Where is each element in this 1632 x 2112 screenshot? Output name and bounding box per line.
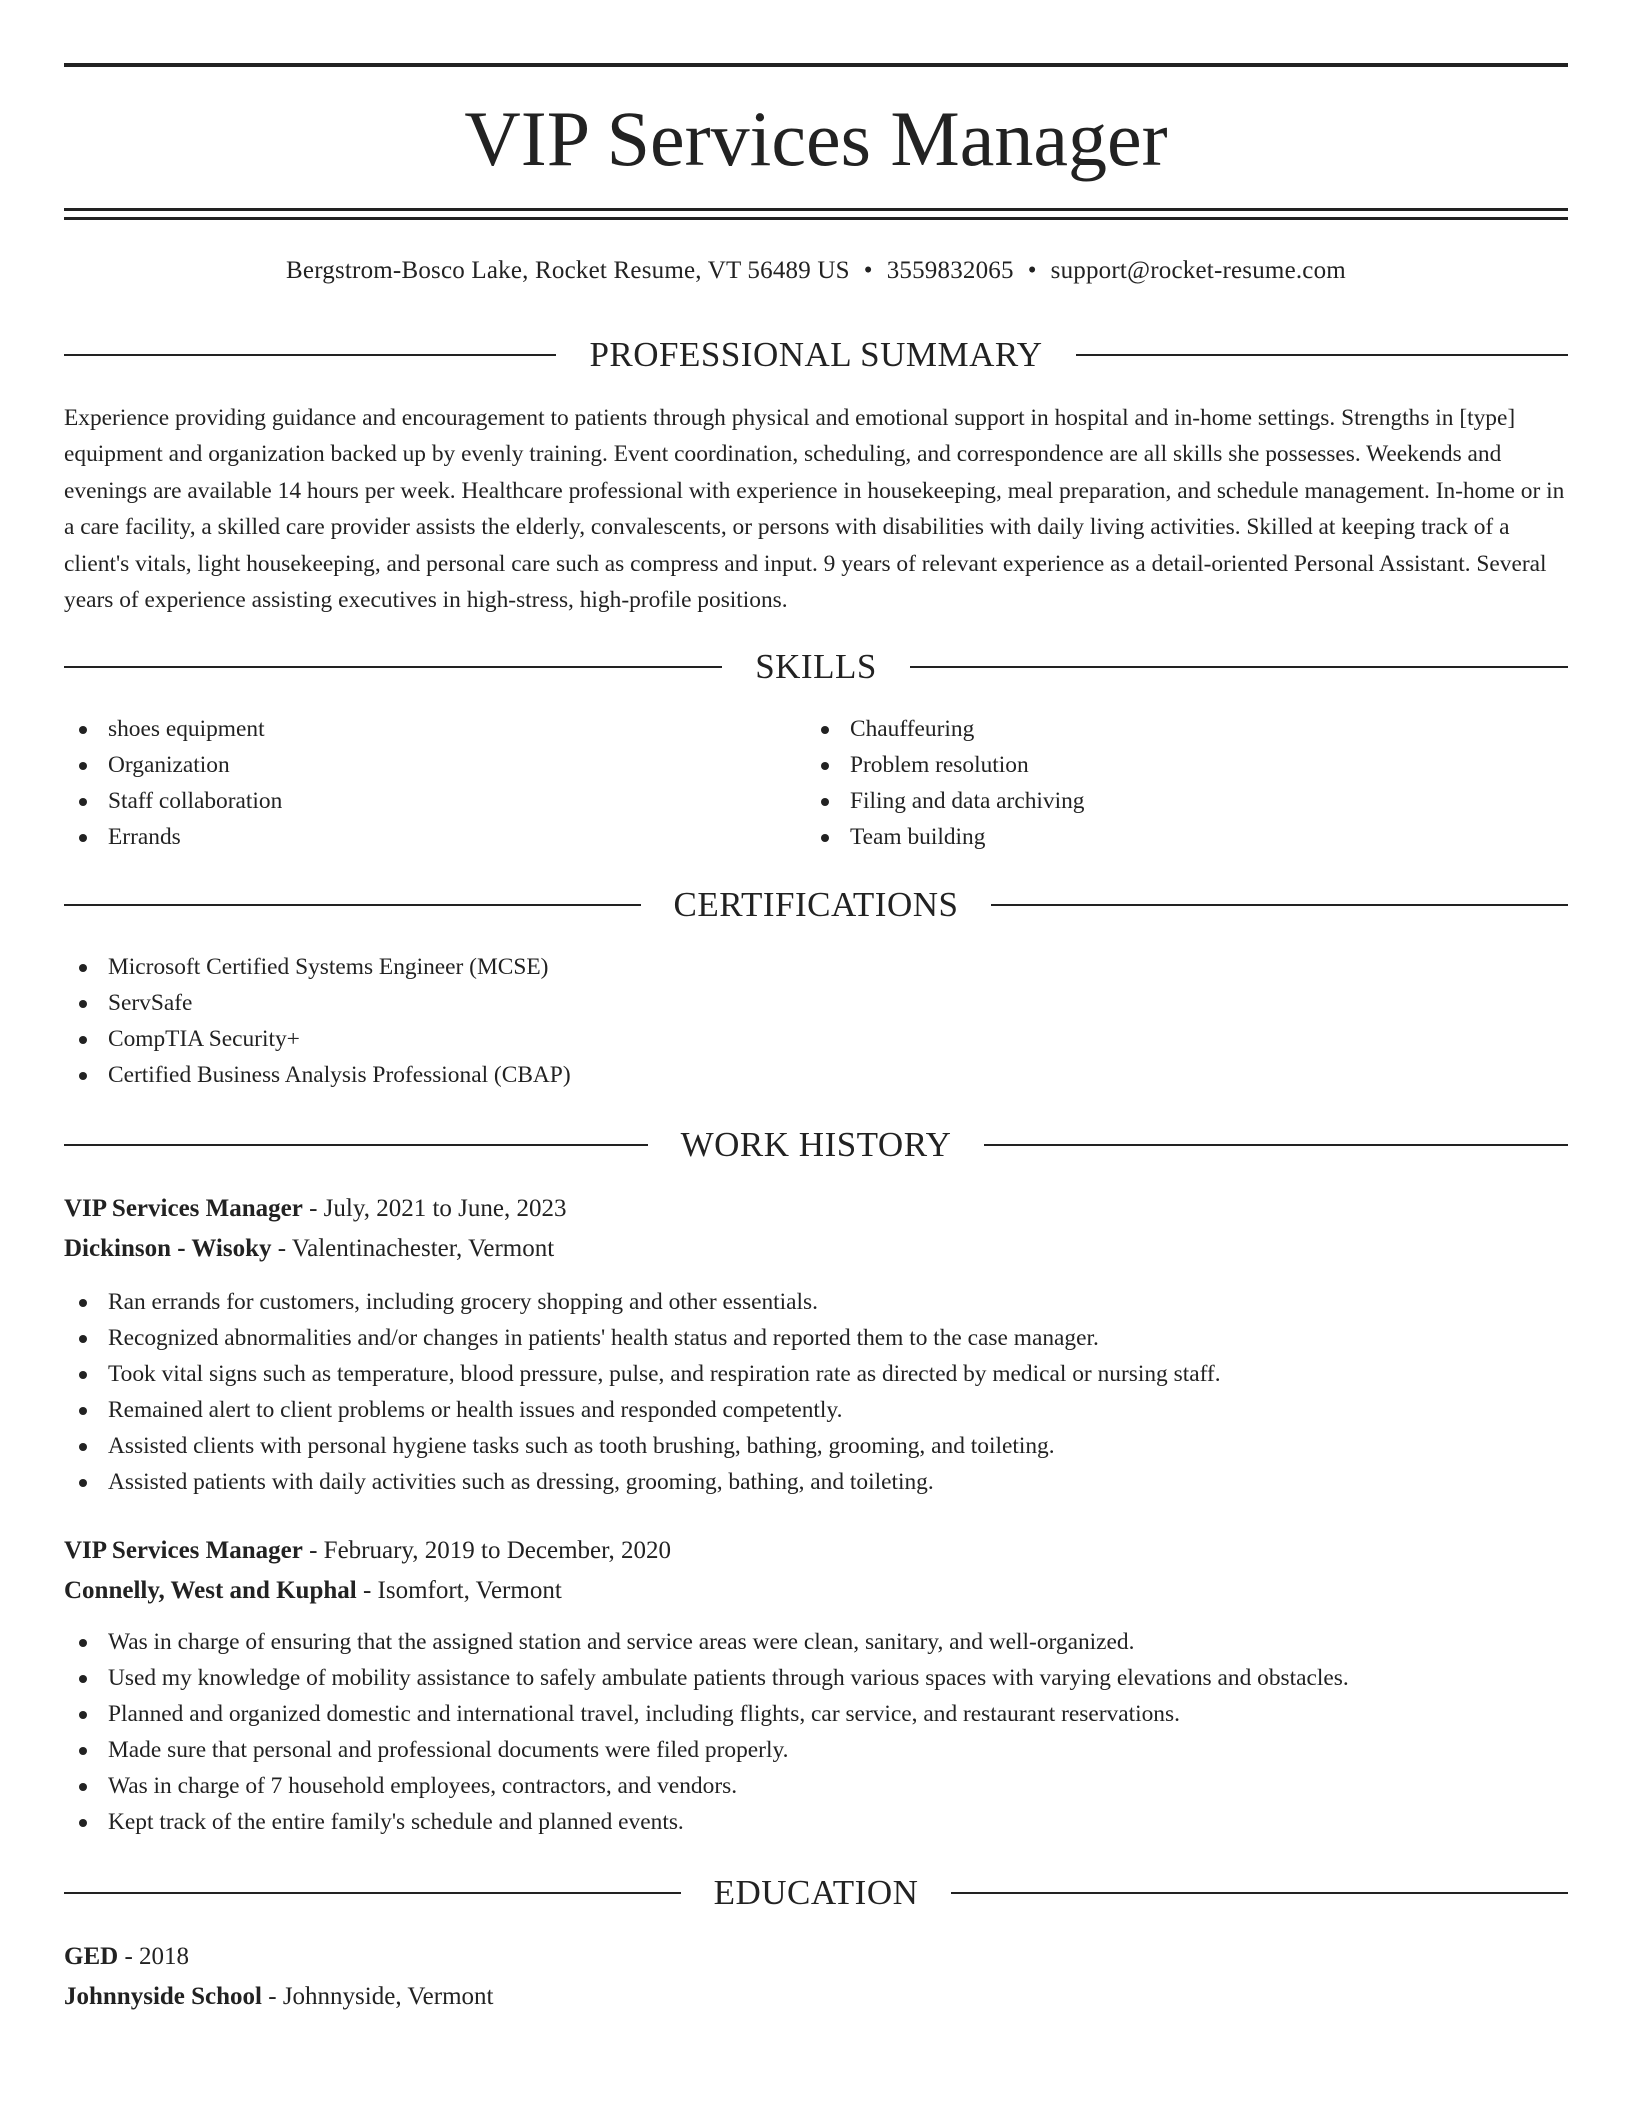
heading-rule-left <box>64 1144 648 1146</box>
job-bullet: Used my knowledge of mobility assistance to safely ambulate patients through various spaces with varying elevations and obstacles. <box>64 1660 1568 1696</box>
skills-left-list <box>64 711 764 855</box>
skill-item: shoes equipment <box>64 711 764 747</box>
skill-item: Team building <box>806 819 1506 855</box>
heading-rule-left <box>64 666 722 668</box>
job-title-line <box>64 1189 1568 1229</box>
bullet-dot <box>79 798 87 806</box>
skills-heading: SKILLS <box>755 647 877 686</box>
job-entry <box>64 1189 1568 1500</box>
job-title: VIP Services Manager <box>64 1537 303 1564</box>
education-school: Johnnyside School <box>64 1983 262 2010</box>
heading-rule-left <box>64 904 641 906</box>
skills-section-heading <box>64 645 1568 689</box>
bullet-dot <box>79 1443 87 1451</box>
bullet-dot <box>79 1371 87 1379</box>
job-bullets <box>64 1624 1568 1840</box>
bullet-dot <box>79 726 87 734</box>
job-bullet: Was in charge of ensuring that the assigned station and service areas were clean, sanitary, and well-organized. <box>64 1624 1568 1660</box>
heading-rule-right <box>1076 354 1568 356</box>
education-section-heading <box>64 1871 1568 1915</box>
certification-item: ServSafe <box>64 985 1568 1021</box>
heading-rule-left <box>64 354 556 356</box>
job-location: - Isomfort, Vermont <box>356 1577 562 1604</box>
bullet-dot <box>79 1299 87 1307</box>
bullet-dot <box>821 834 829 842</box>
bullet-dot <box>79 762 87 770</box>
job-company: Dickinson - Wisoky <box>64 1235 272 1262</box>
job-company-line <box>64 1571 1568 1611</box>
education-school-line <box>64 1977 1568 2017</box>
job-bullet: Assisted clients with personal hygiene tasks such as tooth brushing, bathing, grooming, and toileting. <box>64 1428 1568 1464</box>
skills-left-column <box>64 711 764 855</box>
job-bullet: Assisted patients with daily activities such as dressing, grooming, bathing, and toileting. <box>64 1464 1568 1500</box>
bullet-dot <box>79 964 87 972</box>
job-location: - Valentinachester, Vermont <box>271 1235 555 1262</box>
heading-rule-left <box>64 1892 681 1894</box>
job-bullet: Kept track of the entire family's schedule and planned events. <box>64 1804 1568 1840</box>
contact-separator: • <box>863 257 873 284</box>
bullet-dot <box>79 1000 87 1008</box>
bullet-dot <box>79 1819 87 1827</box>
bullet-dot <box>79 1072 87 1080</box>
bullet-dot <box>79 1747 87 1755</box>
contact-line <box>64 254 1568 288</box>
skill-item: Staff collaboration <box>64 783 764 819</box>
education-entry <box>64 1937 1568 2017</box>
bullet-dot <box>821 798 829 806</box>
bullet-dot <box>79 1711 87 1719</box>
resume-name: VIP Services Manager <box>464 95 1168 182</box>
education-location: - Johnnyside, Vermont <box>262 1983 494 2010</box>
bullet-dot <box>79 1639 87 1647</box>
certification-item: Certified Business Analysis Professional (CBAP) <box>64 1057 1568 1093</box>
education-degree-line <box>64 1937 1568 1977</box>
skill-item: Errands <box>64 819 764 855</box>
certification-item: CompTIA Security+ <box>64 1021 1568 1057</box>
heading-rule-right <box>984 1144 1568 1146</box>
job-bullet: Remained alert to client problems or health issues and responded competently. <box>64 1392 1568 1428</box>
job-dates: - July, 2021 to June, 2023 <box>302 1195 567 1222</box>
job-dates: - February, 2019 to December, 2020 <box>302 1537 671 1564</box>
work-heading: WORK HISTORY <box>680 1125 952 1164</box>
bullet-dot <box>79 1675 87 1683</box>
certifications-list <box>64 949 1568 1093</box>
bullet-dot <box>79 834 87 842</box>
job-company-line <box>64 1229 1568 1269</box>
job-bullet: Recognized abnormalities and/or changes in patients' health status and reported them to the case manager. <box>64 1320 1568 1356</box>
contact-phone: 3559832065 <box>886 257 1014 284</box>
job-bullet: Ran errands for customers, including grocery shopping and other essentials. <box>64 1284 1568 1320</box>
summary-section-heading <box>64 333 1568 377</box>
certifications-section-heading <box>64 883 1568 927</box>
skill-item: Chauffeuring <box>806 711 1506 747</box>
skills-right-column <box>806 711 1506 855</box>
job-bullet: Made sure that personal and professional documents were filed properly. <box>64 1732 1568 1768</box>
work-section-heading <box>64 1123 1568 1167</box>
job-title-line <box>64 1531 1568 1571</box>
job-bullet: Took vital signs such as temperature, blood pressure, pulse, and respiration rate as directed by medical or nursing staff. <box>64 1356 1568 1392</box>
contact-address: Bergstrom-Bosco Lake, Rocket Resume, VT 56489 US <box>286 257 850 284</box>
job-bullet: Was in charge of 7 household employees, contractors, and vendors. <box>64 1768 1568 1804</box>
bullet-dot <box>79 1335 87 1343</box>
summary-heading: PROFESSIONAL SUMMARY <box>589 335 1043 374</box>
job-company: Connelly, West and Kuphal <box>64 1577 357 1604</box>
education-year: - 2018 <box>118 1943 190 1970</box>
job-bullet: Planned and organized domestic and international travel, including flights, car service, and restaurant reservations. <box>64 1696 1568 1732</box>
summary-text: Experience providing guidance and encouragement to patients through physical and emotional support in hospital and in-home settings. Strengths in [type] equipment and organization backed up by evenly training. Event coordination, scheduling, and correspondence are all skills she possesses. Weekends and evenings are available 14 hours per week. Healthcare professional with experience in housekeeping, meal preparation, and schedule management. In-home or in a care facility, a skilled care provider assists the elderly, convalescents, or persons with disabilities with daily living activities. Skilled at keeping track of a client's vitals, light housekeeping, and personal care such as compress and input. 9 years of relevant experience as a detail-oriented Personal Assistant. Several years of experience assisting executives in high-stress, high-profile positions. <box>64 405 1565 614</box>
heading-rule-right <box>910 666 1568 668</box>
header-top-rule <box>64 63 1568 67</box>
bullet-dot <box>821 726 829 734</box>
bullet-dot <box>821 762 829 770</box>
education-degree: GED <box>64 1943 119 1970</box>
contact-separator: • <box>1027 257 1037 284</box>
bullet-dot <box>79 1783 87 1791</box>
bullet-dot <box>79 1407 87 1415</box>
header-double-rule <box>64 208 1568 220</box>
skill-item: Organization <box>64 747 764 783</box>
skill-item: Filing and data archiving <box>806 783 1506 819</box>
skills-right-list <box>806 711 1506 855</box>
contact-email: support@rocket-resume.com <box>1050 257 1346 284</box>
education-heading: EDUCATION <box>713 1873 919 1912</box>
heading-rule-right <box>991 904 1568 906</box>
job-title: VIP Services Manager <box>64 1195 303 1222</box>
certifications-block <box>64 949 1568 1093</box>
heading-rule-right <box>951 1892 1568 1894</box>
job-entry <box>64 1531 1568 1840</box>
bullet-dot <box>79 1479 87 1487</box>
certifications-heading: CERTIFICATIONS <box>673 885 959 924</box>
certification-item: Microsoft Certified Systems Engineer (MCSE) <box>64 949 1568 985</box>
skill-item: Problem resolution <box>806 747 1506 783</box>
bullet-dot <box>79 1036 87 1044</box>
job-bullets <box>64 1284 1568 1500</box>
